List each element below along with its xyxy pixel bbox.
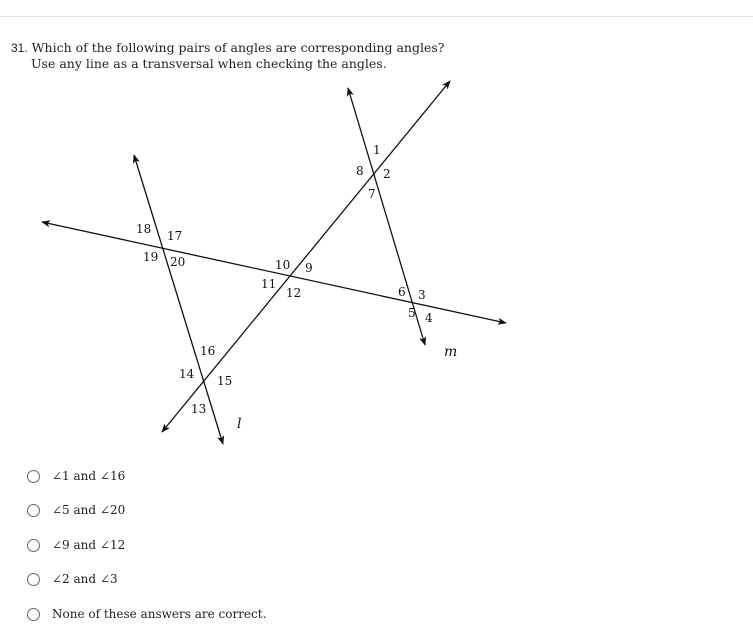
angle-label-11: 11 [261,277,277,291]
angle-label-5: 5 [408,306,416,320]
answer-choice-label: ∠2 and ∠3 [52,572,118,586]
angle-label-3: 3 [418,288,426,302]
question-number: 31. [11,41,28,55]
answer-choice-4[interactable] [27,572,118,586]
angle-label-15: 15 [217,374,233,388]
answer-choice-label: None of these answers are correct. [52,607,267,621]
line-l-label: l [237,416,242,432]
radio-button[interactable] [27,608,40,621]
angle-label-17: 17 [167,229,183,243]
angle-label-10: 10 [275,258,291,272]
horizontal-line [42,222,506,323]
angle-label-18: 18 [136,222,152,236]
radio-button[interactable] [27,573,40,586]
angle-label-13: 13 [191,402,207,416]
angle-label-6: 6 [398,285,406,299]
radio-button[interactable] [27,504,40,517]
angle-label-4: 4 [425,311,433,325]
angle-label-2: 2 [383,167,391,181]
question-text: Which of the following pairs of angles are corresponding angles? [31,40,445,55]
radio-button[interactable] [27,470,40,483]
diagonal-transversal [162,81,450,432]
answer-choice-label: ∠9 and ∠12 [52,538,126,552]
angle-label-9: 9 [305,261,313,275]
question-instruction: Use any line as a transversal when checking the angles. [31,56,387,71]
angle-label-16: 16 [200,344,216,358]
answer-choice-label: ∠1 and ∠16 [52,469,126,483]
angle-label-1: 1 [373,143,381,157]
angle-label-19: 19 [143,250,159,264]
angle-label-8: 8 [356,164,364,178]
answer-choice-5[interactable] [27,607,266,621]
answer-choice-label: ∠5 and ∠20 [52,503,126,517]
line-l [134,155,223,444]
answer-choice-2[interactable] [27,503,125,517]
line-m-label: m [444,344,458,360]
angle-label-14: 14 [179,367,195,381]
answer-choice-1[interactable] [27,469,125,483]
angle-label-7: 7 [368,187,376,201]
angle-label-12: 12 [286,286,302,300]
angle-label-20: 20 [170,255,186,269]
radio-button[interactable] [27,539,40,552]
answer-choice-3[interactable] [27,538,125,552]
